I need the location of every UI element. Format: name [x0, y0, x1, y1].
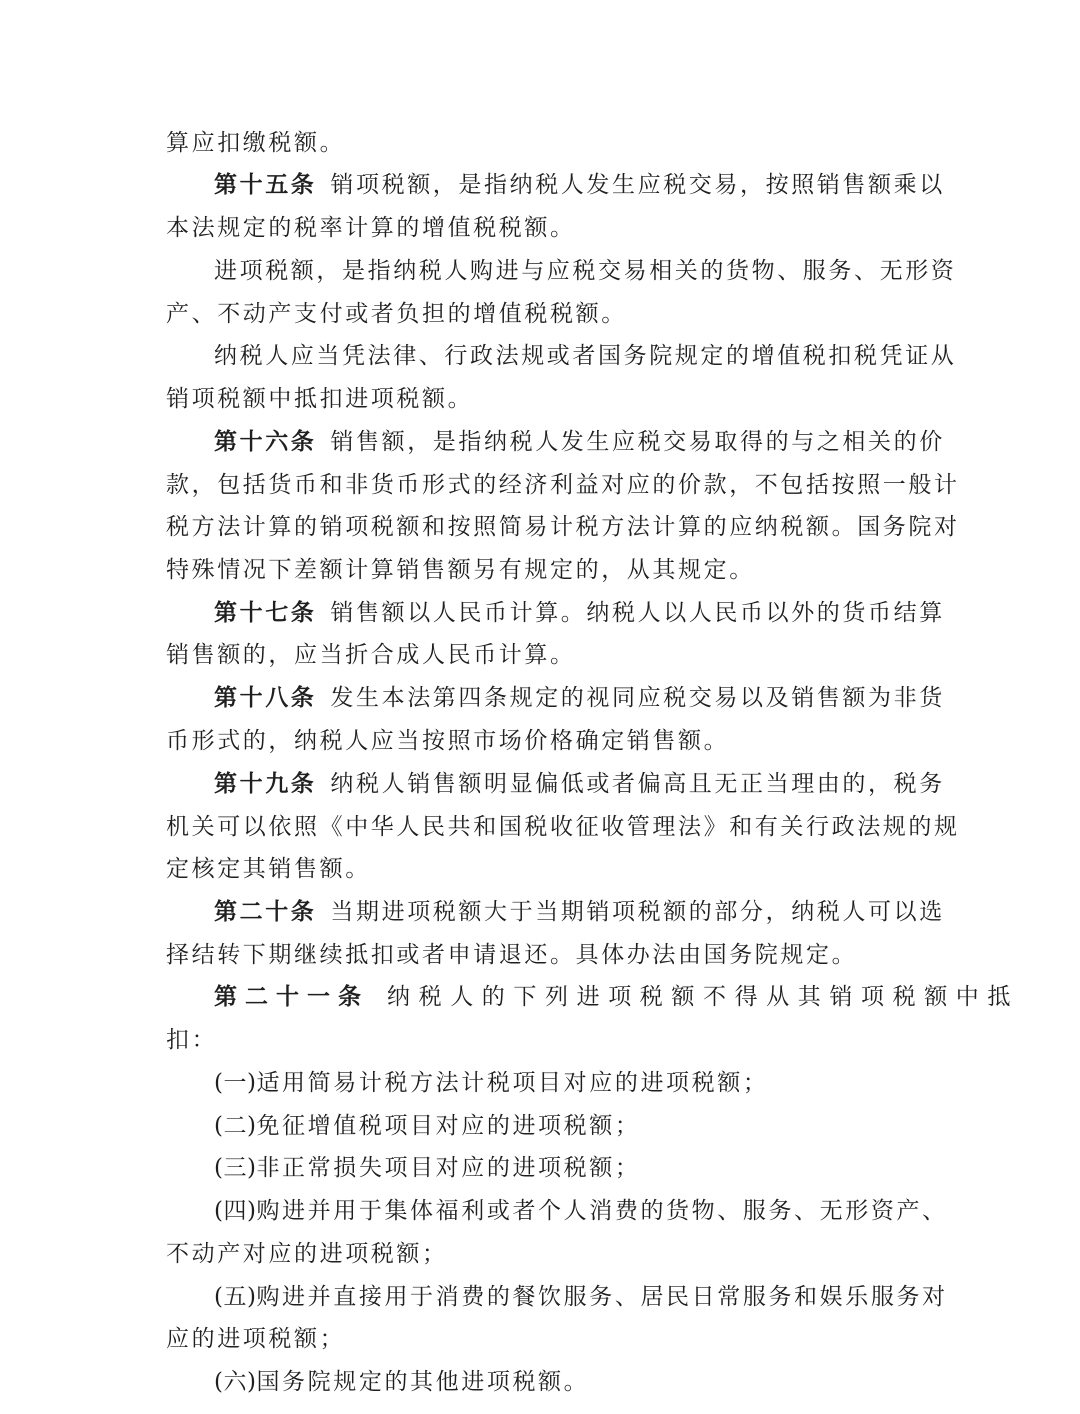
article-number: 第十九条 [214, 771, 317, 797]
list-item: (四)购进并用于集体福利或者个人消费的货物、服务、无形资产、 [214, 1198, 948, 1224]
text-line: 扣： [166, 1027, 218, 1053]
text-line: 币形式的，纳税人应当按照市场价格确定销售额。 [166, 728, 730, 754]
article-20-line: 第二十条 当期进项税额大于当期销项税额的部分，纳税人可以选 [214, 899, 945, 925]
list-item: (五)购进并直接用于消费的餐饮服务、居民日常服务和娱乐服务对 [214, 1284, 948, 1310]
article-number: 第十七条 [214, 600, 317, 626]
text-line: 特殊情况下差额计算销售额另有规定的，从其规定。 [166, 557, 755, 583]
article-number: 第十五条 [214, 172, 317, 198]
text-line: 纳税人应当凭法律、行政法规或者国务院规定的增值税扣税凭证从 [214, 343, 957, 369]
article-16-line: 第十六条 销售额，是指纳税人发生应税交易取得的与之相关的价 [214, 429, 945, 455]
text-line: 应的进项税额； [166, 1326, 346, 1352]
text-line: 定核定其销售额。 [166, 856, 371, 882]
list-item: (三)非正常损失项目对应的进项税额； [214, 1155, 641, 1181]
item-number: (五) [214, 1284, 257, 1310]
text-line: 算应扣缴税额。 [166, 130, 346, 156]
article-21-line: 第二十一条 纳税人的下列进项税额不得从其销项税额中抵 [214, 984, 1019, 1010]
text-line: 销项税额中抵扣进项税额。 [166, 386, 474, 412]
item-number: (一) [214, 1070, 257, 1096]
article-18-line: 第十八条 发生本法第四条规定的视同应税交易以及销售额为非货 [214, 685, 945, 711]
text-line: 机关可以依照《中华人民共和国税收征收管理法》和有关行政法规的规 [166, 814, 960, 840]
article-number: 第十八条 [214, 685, 317, 711]
article-15-line: 第十五条 销项税额，是指纳税人发生应税交易，按照销售额乘以 [214, 172, 945, 198]
article-number: 第二十条 [214, 899, 317, 925]
text-line: 产、不动产支付或者负担的增值税税额。 [166, 301, 627, 327]
text-line: 进项税额，是指纳税人购进与应税交易相关的货物、服务、无形资 [214, 258, 957, 284]
list-item: (一)适用简易计税方法计税项目对应的进项税额； [214, 1070, 769, 1096]
article-number: 第十六条 [214, 429, 317, 455]
text-line: 税方法计算的销项税额和按照简易计税方法计算的应纳税额。国务院对 [166, 514, 960, 540]
item-number: (六) [214, 1369, 257, 1395]
item-number: (四) [214, 1198, 257, 1224]
list-item: (二)免征增值税项目对应的进项税额； [214, 1113, 641, 1139]
article-number: 第二十一条 [214, 984, 369, 1010]
text-line: 本法规定的税率计算的增值税税额。 [166, 215, 576, 241]
item-number: (二) [214, 1113, 257, 1139]
article-19-line: 第十九条 纳税人销售额明显偏低或者偏高且无正当理由的，税务 [214, 771, 945, 797]
item-number: (三) [214, 1155, 257, 1181]
text-line: 不动产对应的进项税额； [166, 1241, 448, 1267]
text-line: 款，包括货币和非货币形式的经济利益对应的价款，不包括按照一般计 [166, 472, 960, 498]
text-line: 择结转下期继续抵扣或者申请退还。具体办法由国务院规定。 [166, 942, 858, 968]
article-17-line: 第十七条 销售额以人民币计算。纳税人以人民币以外的货币结算 [214, 600, 945, 626]
text-line: 销售额的，应当折合成人民币计算。 [166, 642, 576, 668]
list-item: (六)国务院规定的其他进项税额。 [214, 1369, 590, 1395]
